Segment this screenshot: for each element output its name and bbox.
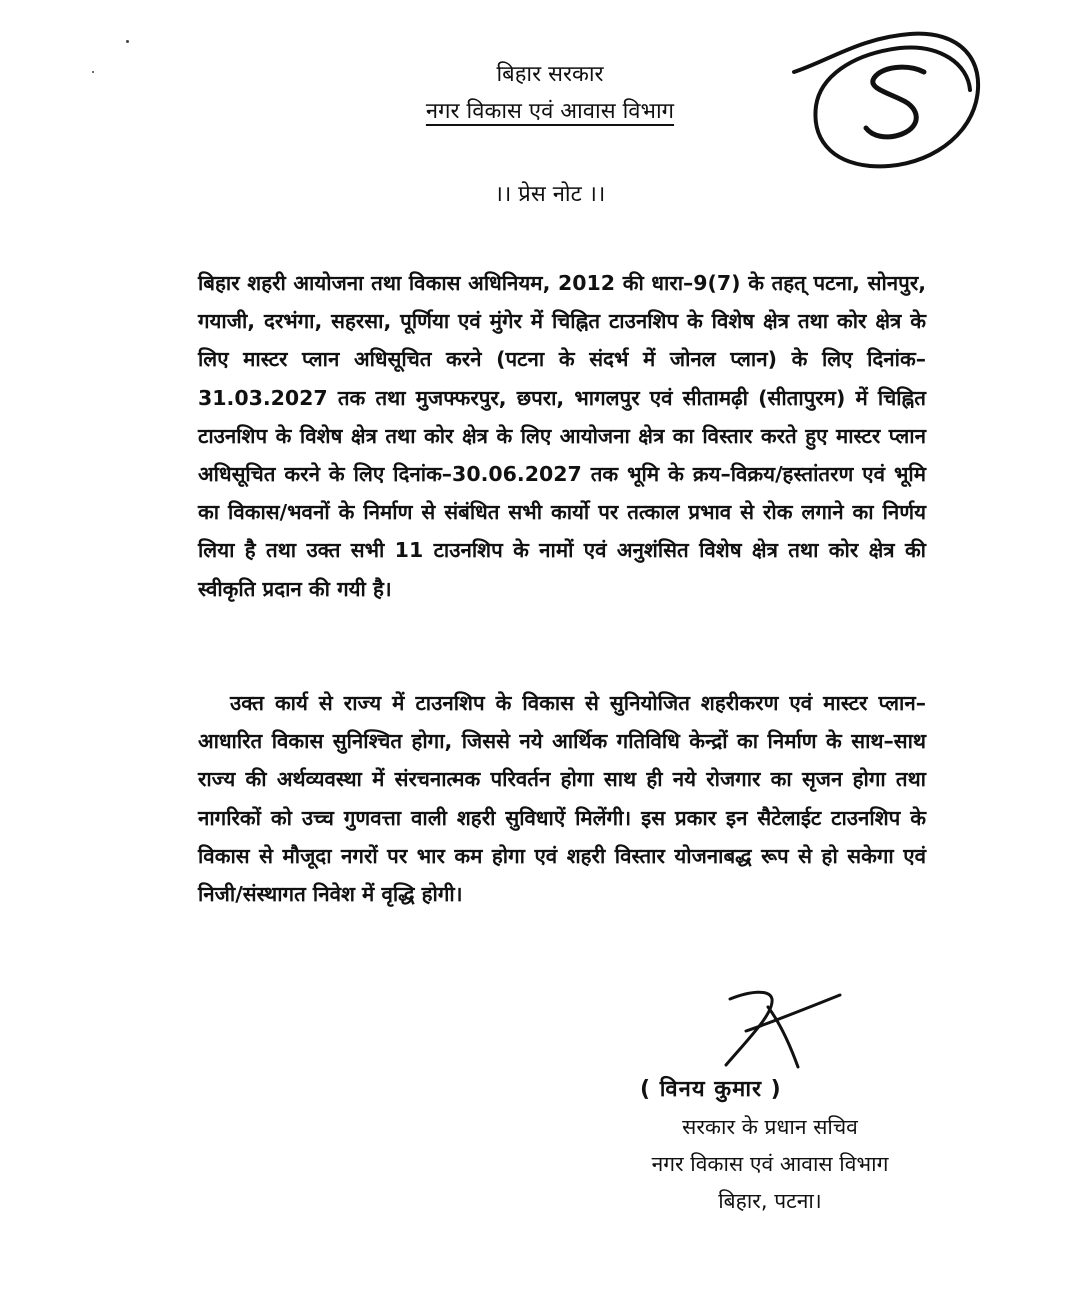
press-note-heading: ।। प्रेस नोट ।। — [494, 182, 606, 207]
department-title: नगर विकास एवं आवास विभाग — [425, 99, 675, 124]
signatory-name: ( विनय कुमार ) — [640, 1077, 782, 1102]
body-paragraph-2: उक्त कार्य से राज्य में टाउनशिप के विकास से सुनियोजित शहरीकरण एवं मास्टर प्लान– आधारित विकास सुनिश्चित होगा, जिससे नये आर्थिक गतिविधि केन्द्रों का निर्माण के साथ–साथ राज्य की अर्थव्यवस्था में संरचनात्मक परिवर्तन होगा साथ ही नये रोजगार का सृजन होगा तथा नागरिकों को उच्च गुणवत्ता वाली शहरी सुविधाऐं मिलेंगी। इस प्रकार इन सैटेलाईट टाउनशिप के विकास से मौजूदा नगरों पर भार कम होगा एवं शहरी विस्तार योजनाबद्ध रूप से हो सकेगा एवं निजी/संस्थागत निवेश में वृद्धि होगी। — [198, 691, 926, 907]
signatory-designation: सरकार के प्रधान सचिव — [682, 1115, 858, 1139]
signatory-department: नगर विकास एवं आवास विभाग — [651, 1152, 889, 1176]
scan-speck — [126, 40, 129, 43]
government-title: बिहार सरकार — [496, 62, 604, 87]
handwritten-number-stamp — [790, 20, 990, 180]
body-paragraph-1: बिहार शहरी आयोजना तथा विकास अधिनियम, 2012 की धारा–9(7) के तहत् पटना, सोनपुर, गयाजी, दरभंगा, सहरसा, पूर्णिया एवं मुंगेर में चिह्नित टाउनशिप के विशेष क्षेत्र तथा कोर क्षेत्र के लिए मास्टर प्लान अधिसूचित करने (पटना के संदर्भ में जोनल प्लान) के लिए दिनांक–31.03.2027 तक तथा मुजफ्फरपुर, छपरा, भागलपुर एवं सीतामढ़ी (सीतापुरम) में चिह्नित टाउनशिप के विशेष क्षेत्र तथा कोर क्षेत्र के लिए आयोजना क्षेत्र का विस्तार करते हुए मास्टर प्लान अधिसूचित करने के लिए दिनांक–30.06.2027 तक भूमि के क्रय–विक्रय/हस्तांतरण एवं भूमि का विकास/भवनों के निर्माण से संबंधित सभी कार्यो पर तत्काल प्रभाव से रोक लगाने का निर्णय लिया है तथा उक्त सभी 11 टाउनशिप के नामों एवं अनुशंसित विशेष क्षेत्र तथा कोर क्षेत्र की स्वीकृति प्रदान की गयी है। — [198, 271, 926, 601]
handwritten-signature — [710, 985, 850, 1075]
signatory-location: बिहार, पटना। — [718, 1189, 822, 1213]
scan-speck — [92, 71, 94, 73]
